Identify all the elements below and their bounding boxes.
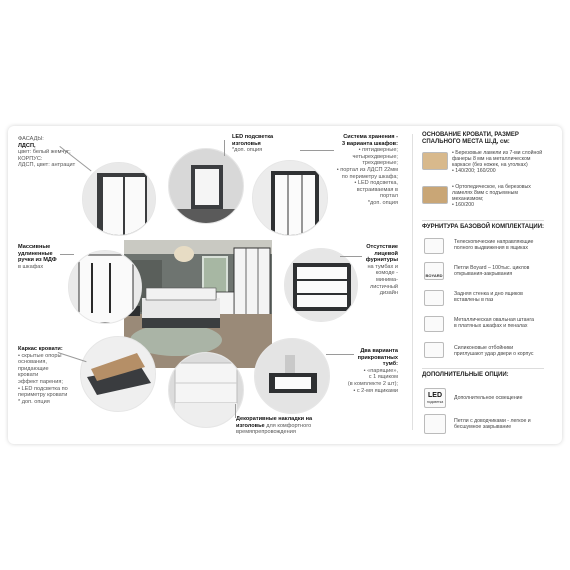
- option-item: Дополнительное освещение: [454, 395, 523, 401]
- boyard-hinge-icon: [424, 262, 444, 280]
- soft-close-hinge-icon: [424, 414, 446, 434]
- storage-wardrobe-circle: [252, 160, 328, 236]
- led-badge: LED: [428, 392, 442, 399]
- furniture-item: Телескопические направляющие полного выдвижения в ящиках: [454, 239, 534, 251]
- bed-frame-circle: [80, 336, 156, 412]
- bumper-icon: [424, 342, 444, 358]
- base-option-1: • Березовые ламели из 7-ми слойной фанеры 8 мм на металлическом каркасе (без ножек, на уголках) • 140/200; 160/200: [452, 150, 543, 174]
- led-headboard-label: LED подсветка изголовья *доп. опция: [232, 134, 274, 154]
- bedside-table-circle: [254, 338, 330, 414]
- headboard-panels-label: Декоративные накладки на изголовье для комфортного времяпрепровождения: [236, 416, 313, 436]
- handles-label: Массивные удлиненные ручки из МДФ в шкафах: [18, 244, 57, 270]
- option-item: Петли с доводчиками - легкое и бесшумное закрывание: [454, 418, 531, 430]
- bed-frame-label: Каркас кровати: • скрытые опоры основания, придающие кровати эффект парения; • LED подсветка по периметру кровати * доп. опция: [18, 346, 68, 405]
- rail-icon: [424, 238, 444, 254]
- leader-line: [224, 140, 225, 156]
- furniture-item: Силиконовые отбойники приглушают удар двери о корпус: [454, 345, 534, 357]
- options-section-title: ДОПОЛНИТЕЛЬНЫЕ ОПЦИИ:: [422, 372, 509, 378]
- rod-icon: [424, 316, 444, 332]
- led-headboard-circle: [168, 148, 244, 224]
- furniture-item: Металлическая овальная штанга в платяных шкафах и пеналах: [454, 317, 535, 329]
- furniture-item: Петли Boyard – 100тыс. циклов открывания-закрывания: [454, 265, 530, 277]
- sidebar-divider: [422, 368, 544, 369]
- led-icon: [424, 388, 446, 408]
- facades-label: ФАСАДЫ: ЛДСП, цвет: белый жемчуг; КОРПУС: ЛДСП, цвет: антрацит: [18, 136, 76, 169]
- wardrobe-facade-circle: [82, 162, 156, 236]
- sidebar-separator: [412, 134, 413, 430]
- lift-base-icon: [422, 186, 448, 204]
- storage-label: Система хранения - 3 варианта шкафов: • пятидверные; четырехдверные; трехдверные; • портал из ЛДСП 22мм по периметру шкафа; • LED подсветка, встраиваемая в портал *доп. опция: [336, 134, 398, 206]
- sidebar-divider: [422, 220, 544, 221]
- drawer-groove-icon: [424, 290, 444, 306]
- base-section-title: ОСНОВАНИЕ КРОВАТИ, РАЗМЕР СПАЛЬНОГО МЕСТА Ш.Д, см:: [422, 132, 519, 145]
- fittings-label: Отсутствие лицевой фурнитуры на тумбах и комоде - минима- листичный дизайн: [365, 244, 398, 297]
- boyard-badge: BOYARD: [425, 273, 443, 278]
- furniture-item: Задняя стенка и дно ящиков вставлены в паз: [454, 291, 523, 303]
- handles-circle: [68, 250, 142, 324]
- lamella-base-icon: [422, 152, 448, 170]
- furniture-section-title: ФУРНИТУРА БАЗОВОЙ КОМПЛЕКТАЦИИ:: [422, 224, 545, 230]
- bedside-tables-label: Два варианта прикроватных тумб: • «парящие», с 1 ящиком (в комплекте 2 шт); • с 2-мя ящиками: [347, 348, 398, 394]
- led-badge-sub: подсветка: [426, 400, 444, 404]
- headboard-panels-circle: [168, 352, 244, 428]
- base-option-2: • Ортопедическое, на березовых ламелях 8мм с подъемным механизмом; • 160/200: [452, 184, 531, 208]
